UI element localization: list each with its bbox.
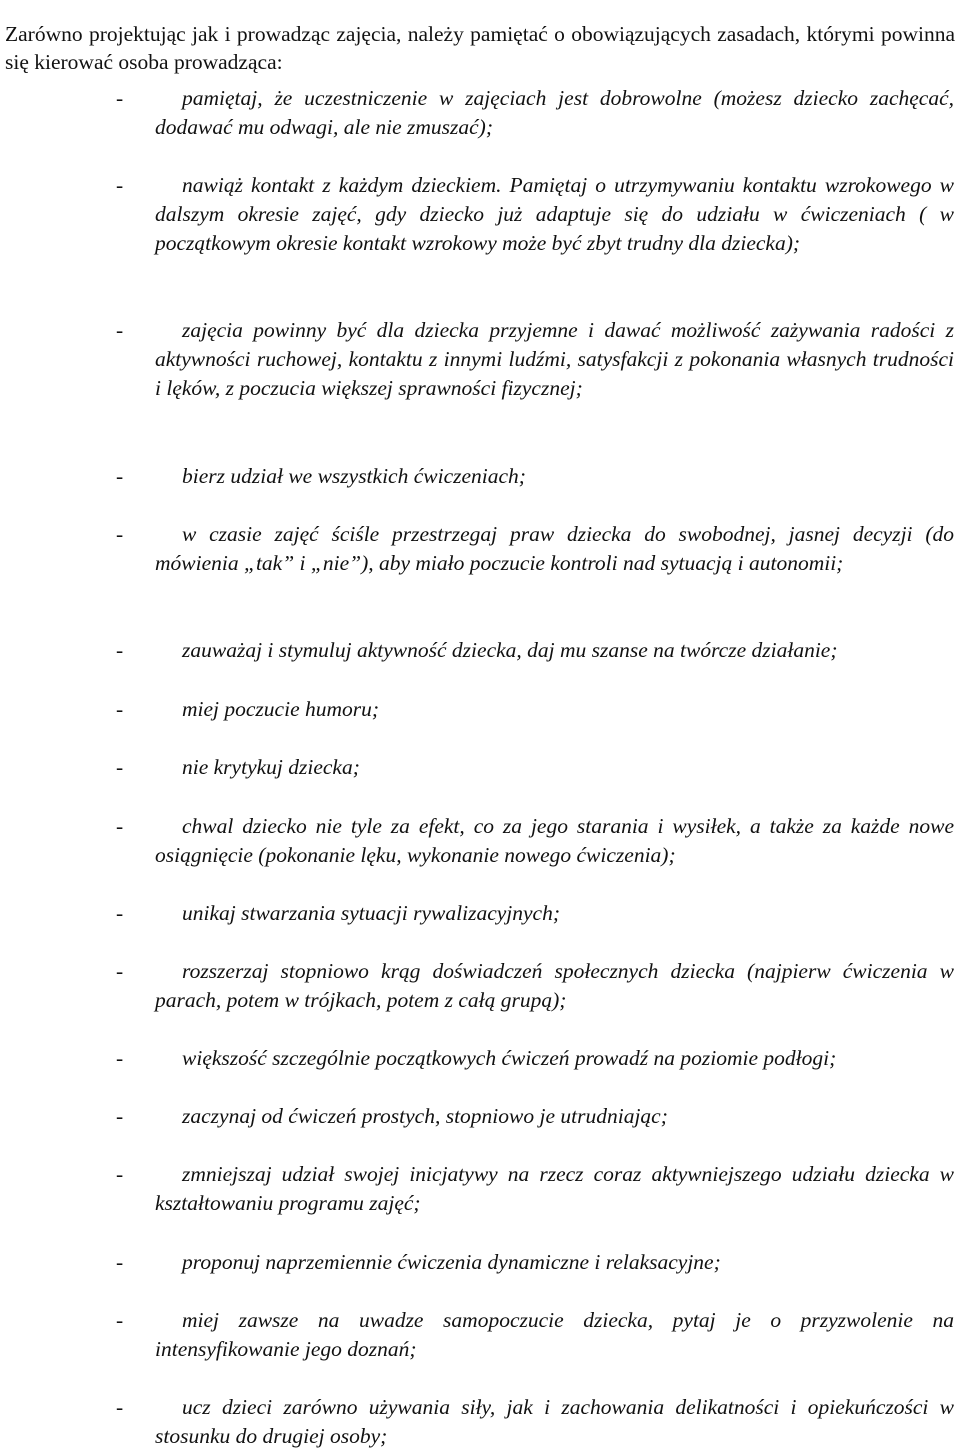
list-item <box>0 1306 960 1364</box>
list-item <box>0 812 960 870</box>
bullet-dash: - <box>116 318 124 342</box>
list-item-text: pamiętaj, że uczestniczenie w zajęciach jest dobrowolne (możesz dziecko zachęcać, dodawać mu odwagi, ale nie zmuszać); <box>155 86 954 139</box>
list-item <box>0 957 960 1015</box>
list-item <box>0 520 960 578</box>
list-item-text: unikaj stwarzania sytuacji rywalizacyjnych; <box>182 901 560 925</box>
bullet-dash: - <box>116 86 124 110</box>
list-item <box>0 462 960 491</box>
list-item-text: w czasie zajęć ściśle przestrzegaj praw dziecka do swobodnej, jasnej decyzji (do mówienia „tak” i „nie”), aby miało poczucie kontroli nad sytuacją i autonomii; <box>155 522 954 575</box>
bullet-dash: - <box>116 522 124 546</box>
bullet-dash: - <box>116 1104 124 1128</box>
list-item-text: chwal dziecko nie tyle za efekt, co za jego starania i wysiłek, a także za każde nowe osiągnięcie (pokonanie lęku, wykonanie nowego ćwiczenia); <box>155 814 954 867</box>
list-item <box>0 1102 960 1131</box>
list-item <box>0 84 960 142</box>
list-item-text: zajęcia powinny być dla dziecka przyjemne i dawać możliwość zażywania radości z aktywności ruchowej, kontaktu z innymi ludźmi, satysfakcji z pokonania własnych trudności i lęków, z poczucia większej sprawności fizycznej; <box>155 318 954 400</box>
list-item-text: proponuj naprzemiennie ćwiczenia dynamiczne i relaksacyjne; <box>182 1250 721 1274</box>
list-item-text: zauważaj i stymuluj aktywność dziecka, daj mu szanse na twórcze działanie; <box>182 638 838 662</box>
bullet-dash: - <box>116 697 124 721</box>
list-item-text: bierz udział we wszystkich ćwiczeniach; <box>182 464 526 488</box>
bullet-dash: - <box>116 464 124 488</box>
list-item <box>0 1393 960 1451</box>
bullet-dash: - <box>116 1308 124 1332</box>
list-item <box>0 171 960 258</box>
list-item-text: miej zawsze na uwadze samopoczucie dziecka, pytaj je o przyzwolenie na intensyfikowanie jego doznań; <box>155 1308 954 1361</box>
bullet-dash: - <box>116 901 124 925</box>
bullet-dash: - <box>116 638 124 662</box>
bullet-dash: - <box>116 814 124 838</box>
list-item <box>0 316 960 403</box>
list-item-text: większość szczególnie początkowych ćwiczeń prowadź na poziomie podłogi; <box>182 1046 837 1070</box>
list-item <box>0 1160 960 1218</box>
list-item <box>0 636 960 665</box>
bullet-dash: - <box>116 1046 124 1070</box>
bullet-dash: - <box>116 959 124 983</box>
list-item-text: miej poczucie humoru; <box>182 697 380 721</box>
list-item <box>0 753 960 782</box>
bullet-dash: - <box>116 1395 124 1419</box>
list-item-text: nie krytykuj dziecka; <box>182 755 360 779</box>
bullet-dash: - <box>116 755 124 779</box>
list-item <box>0 1248 960 1277</box>
list-item-text: zaczynaj od ćwiczeń prostych, stopniowo je utrudniając; <box>182 1104 668 1128</box>
list-item-text: nawiąż kontakt z każdym dzieckiem. Pamiętaj o utrzymywaniu kontaktu wzrokowego w dalszym okresie zajęć, gdy dziecko już adaptuje się do udziału w ćwiczeniach ( w początkowym okresie kontakt wzrokowy może być zbyt trudny dla dziecka); <box>155 173 954 255</box>
list-item <box>0 695 960 724</box>
list-item <box>0 899 960 928</box>
list-item <box>0 1044 960 1073</box>
bullet-dash: - <box>116 1250 124 1274</box>
intro-paragraph: Zarówno projektując jak i prowadząc zajęcia, należy pamiętać o obowiązujących zasadach, którymi powinna się kierować osoba prowadząca: <box>5 21 955 74</box>
bullet-dash: - <box>116 1162 124 1186</box>
list-item-text: ucz dzieci zarówno używania siły, jak i zachowania delikatności i opiekuńczości w stosunku do drugiej osoby; <box>155 1395 954 1448</box>
list-item-text: rozszerzaj stopniowo krąg doświadczeń społecznych dziecka (najpierw ćwiczenia w parach, potem w trójkach, potem z całą grupą); <box>155 959 954 1012</box>
bullet-dash: - <box>116 173 124 197</box>
list-item-text: zmniejszaj udział swojej inicjatywy na rzecz coraz aktywniejszego udziału dziecka w kształtowaniu programu zajęć; <box>155 1162 954 1215</box>
